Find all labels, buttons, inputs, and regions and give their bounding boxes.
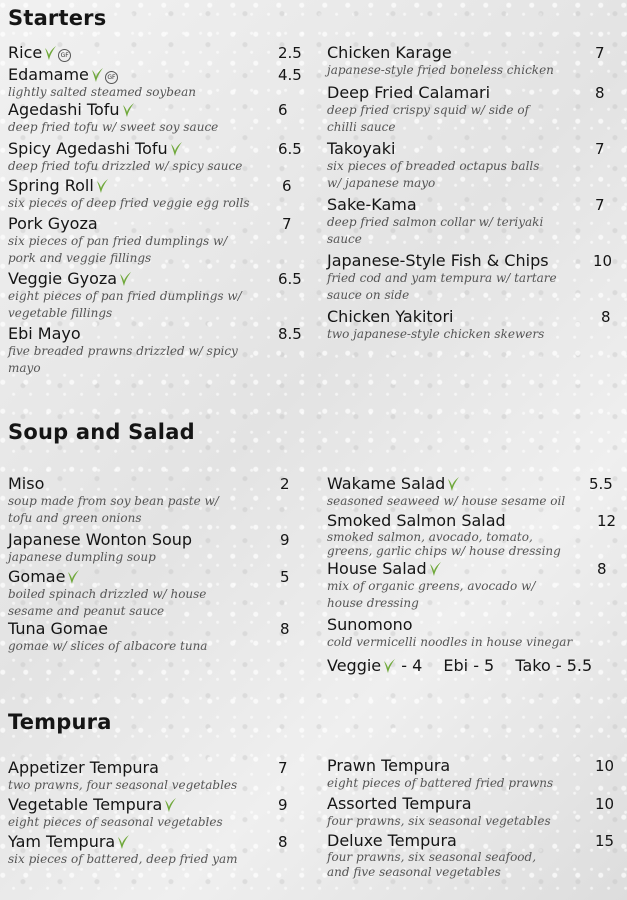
vegetarian-leaf-icon <box>383 658 396 674</box>
item-description: six pieces of deep fried veggie egg rolls <box>8 196 250 210</box>
item-price: 8 <box>280 620 290 638</box>
item-price: 10 <box>595 757 615 775</box>
item-name: Miso <box>8 474 45 493</box>
item-description-line: soup made from soy bean paste w/ <box>8 494 219 508</box>
item-description-line: sauce <box>327 232 362 246</box>
menu-item-rice <box>8 44 302 64</box>
item-description-line: tofu and green onions <box>8 511 142 525</box>
item-price: 8 <box>597 560 607 578</box>
item-price: 7 <box>595 196 605 214</box>
item-description: two prawns, four seasonal vegetables <box>8 778 238 792</box>
menu-item-smoked-salmon-salad <box>327 512 617 564</box>
menu-item-veggie-gyoza <box>8 270 302 324</box>
item-name: Takoyaki <box>327 139 396 158</box>
item-name: Appetizer Tempura <box>8 758 159 777</box>
vegetarian-leaf-icon <box>429 561 442 577</box>
item-name: Agedashi Tofu <box>8 100 120 119</box>
menu-item-edamame <box>8 66 302 102</box>
menu-item-prawn-tempura <box>327 757 617 793</box>
menu-item-gomae <box>8 568 302 622</box>
vegetarian-leaf-icon <box>119 271 132 287</box>
item-description-line: w/ japanese mayo <box>327 176 436 190</box>
menu-item-deep-fried-calamari <box>327 84 612 138</box>
section-title-tempura: Tempura <box>8 710 112 734</box>
item-name: Sunomono <box>327 615 413 634</box>
item-description-line: five breaded prawns drizzled w/ spicy <box>8 344 238 358</box>
menu-item-japanese-wonton-soup <box>8 531 302 567</box>
vegetarian-leaf-icon <box>44 45 57 61</box>
item-price: 7 <box>595 140 605 158</box>
item-description-line: deep fried crispy squid w/ side of <box>327 103 530 117</box>
item-price: 7 <box>595 44 605 62</box>
item-price: 8 <box>278 833 288 851</box>
option-veggie-price: - 4 <box>401 656 423 675</box>
vegetarian-leaf-icon <box>91 67 104 83</box>
vegetarian-leaf-icon <box>447 476 460 492</box>
menu-item-agedashi-tofu <box>8 101 302 137</box>
vegetarian-leaf-icon <box>170 141 183 157</box>
item-price: 2.5 <box>278 44 302 62</box>
item-price: 10 <box>595 795 615 813</box>
item-name: Yam Tempura <box>8 832 116 851</box>
item-price: 6.5 <box>278 140 302 158</box>
item-name: Assorted Tempura <box>327 794 472 813</box>
item-name: Spicy Agedashi Tofu <box>8 139 168 158</box>
item-name: Deluxe Tempura <box>327 831 457 850</box>
item-description: eight pieces of battered fried prawns <box>327 776 554 790</box>
item-description: gomae w/ slices of albacore tuna <box>8 639 208 653</box>
item-description-line: sauce on side <box>327 288 410 302</box>
item-description-line: mayo <box>8 361 41 375</box>
item-description: six pieces of battered, deep fried yam <box>8 852 238 866</box>
item-description-line: mix of organic greens, avocado w/ <box>327 579 536 593</box>
item-description-line: sesame and peanut sauce <box>8 604 165 618</box>
menu-item-takoyaki <box>327 140 612 194</box>
item-price: 15 <box>595 832 615 850</box>
item-name: Edamame <box>8 65 89 84</box>
section-title-soup-and-salad: Soup and Salad <box>8 420 195 444</box>
section-title-starters: Starters <box>8 6 107 30</box>
item-description-line: fried cod and yam tempura w/ tartare <box>327 271 557 285</box>
item-description-line: deep fried salmon collar w/ teriyaki <box>327 215 544 229</box>
vegetarian-leaf-icon <box>117 834 130 850</box>
item-description-line: chilli sauce <box>327 120 396 134</box>
item-name: Tuna Gomae <box>8 619 108 638</box>
item-name: Chicken Yakitori <box>327 307 454 326</box>
item-price: 8.5 <box>278 325 302 343</box>
item-description: japanese-style fried boneless chicken <box>327 63 554 77</box>
menu-item-miso <box>8 475 302 529</box>
item-description-line: four prawns, six seasonal seafood, <box>327 850 537 864</box>
item-name: Prawn Tempura <box>327 756 451 775</box>
menu-item-appetizer-tempura <box>8 759 302 795</box>
menu-item-spring-roll <box>8 177 302 213</box>
item-description-line: vegetable fillings <box>8 306 113 320</box>
menu-item-tuna-gomae <box>8 620 302 656</box>
menu-item-house-salad <box>327 560 617 614</box>
option-ebi: Ebi - 5 <box>443 656 495 675</box>
item-description: lightly salted steamed soybean <box>8 85 196 99</box>
item-description-line: eight pieces of pan fried dumplings w/ <box>8 289 242 303</box>
menu-item-chicken-karage <box>327 44 612 80</box>
item-name: Pork Gyoza <box>8 214 98 233</box>
item-name: Wakame Salad <box>327 474 446 493</box>
menu-item-sunomono <box>327 616 617 652</box>
menu-item-assorted-tempura <box>327 795 617 831</box>
item-description-line: and five seasonal vegetables <box>327 865 501 879</box>
menu-item-pork-gyoza <box>8 215 302 269</box>
item-price: 2 <box>280 475 290 493</box>
option-veggie: Veggie <box>327 656 382 675</box>
item-price: 8 <box>601 308 611 326</box>
item-description-line: six pieces of breaded octapus balls <box>327 159 540 173</box>
item-description: seasoned seaweed w/ house sesame oil <box>327 494 566 508</box>
item-description: cold vermicelli noodles in house vinegar <box>327 635 573 649</box>
item-name: Rice <box>8 43 43 62</box>
item-name: Gomae <box>8 567 66 586</box>
item-price: 7 <box>278 759 288 777</box>
menu-item-sake-kama <box>327 196 612 250</box>
item-price: 9 <box>280 531 290 549</box>
item-name: Japanese Wonton Soup <box>8 530 193 549</box>
item-name: Ebi Mayo <box>8 324 81 343</box>
item-price: 5 <box>280 568 290 586</box>
item-price: 8 <box>595 84 605 102</box>
item-price: 12 <box>597 512 617 530</box>
item-name: Veggie Gyoza <box>8 269 118 288</box>
item-description: deep fried tofu w/ sweet soy sauce <box>8 120 219 134</box>
gluten-free-icon: GF <box>58 49 71 62</box>
item-price: 6 <box>278 101 288 119</box>
item-name: Japanese-Style Fish & Chips <box>327 251 549 270</box>
item-description-line: boiled spinach drizzled w/ house <box>8 587 207 601</box>
vegetarian-leaf-icon <box>122 102 135 118</box>
gluten-free-icon: GF <box>105 71 118 84</box>
menu-item-yam-tempura <box>8 833 302 869</box>
item-price: 7 <box>282 215 292 233</box>
menu-item-fish-and-chips <box>327 252 617 306</box>
item-description-line: pork and veggie fillings <box>8 251 152 265</box>
item-description-line: smoked salmon, avocado, tomato, <box>327 530 533 544</box>
item-description: deep fried tofu drizzled w/ spicy sauce <box>8 159 243 173</box>
option-tako: Tako - 5.5 <box>515 656 593 675</box>
item-name: Vegetable Tempura <box>8 795 163 814</box>
item-description: eight pieces of seasonal vegetables <box>8 815 223 829</box>
item-price: 9 <box>278 796 288 814</box>
item-name: House Salad <box>327 559 427 578</box>
vegetarian-leaf-icon <box>96 178 109 194</box>
item-description-line: greens, garlic chips w/ house dressing <box>327 544 561 558</box>
sunomono-options <box>327 657 608 675</box>
item-price: 5.5 <box>589 475 613 493</box>
item-price: 6 <box>282 177 292 195</box>
menu-item-vegetable-tempura <box>8 796 302 832</box>
menu-item-ebi-mayo <box>8 325 302 379</box>
item-description-line: house dressing <box>327 596 419 610</box>
menu-item-wakame-salad <box>327 475 617 511</box>
item-name: Smoked Salmon Salad <box>327 511 506 530</box>
item-description: japanese dumpling soup <box>8 550 156 564</box>
item-description: two japanese-style chicken skewers <box>327 327 545 341</box>
menu-item-chicken-yakitori <box>327 308 617 344</box>
item-name: Deep Fried Calamari <box>327 83 491 102</box>
menu-item-deluxe-tempura <box>327 832 617 884</box>
item-price: 6.5 <box>278 270 302 288</box>
item-name: Sake-Kama <box>327 195 417 214</box>
item-description-line: six pieces of pan fried dumplings w/ <box>8 234 228 248</box>
vegetarian-leaf-icon <box>164 797 177 813</box>
item-price: 4.5 <box>278 66 302 84</box>
item-description: four prawns, six seasonal vegetables <box>327 814 551 828</box>
item-price: 10 <box>593 252 613 270</box>
item-name: Spring Roll <box>8 176 94 195</box>
item-name: Chicken Karage <box>327 43 452 62</box>
vegetarian-leaf-icon <box>67 569 80 585</box>
menu-item-spicy-agedashi-tofu <box>8 140 302 176</box>
